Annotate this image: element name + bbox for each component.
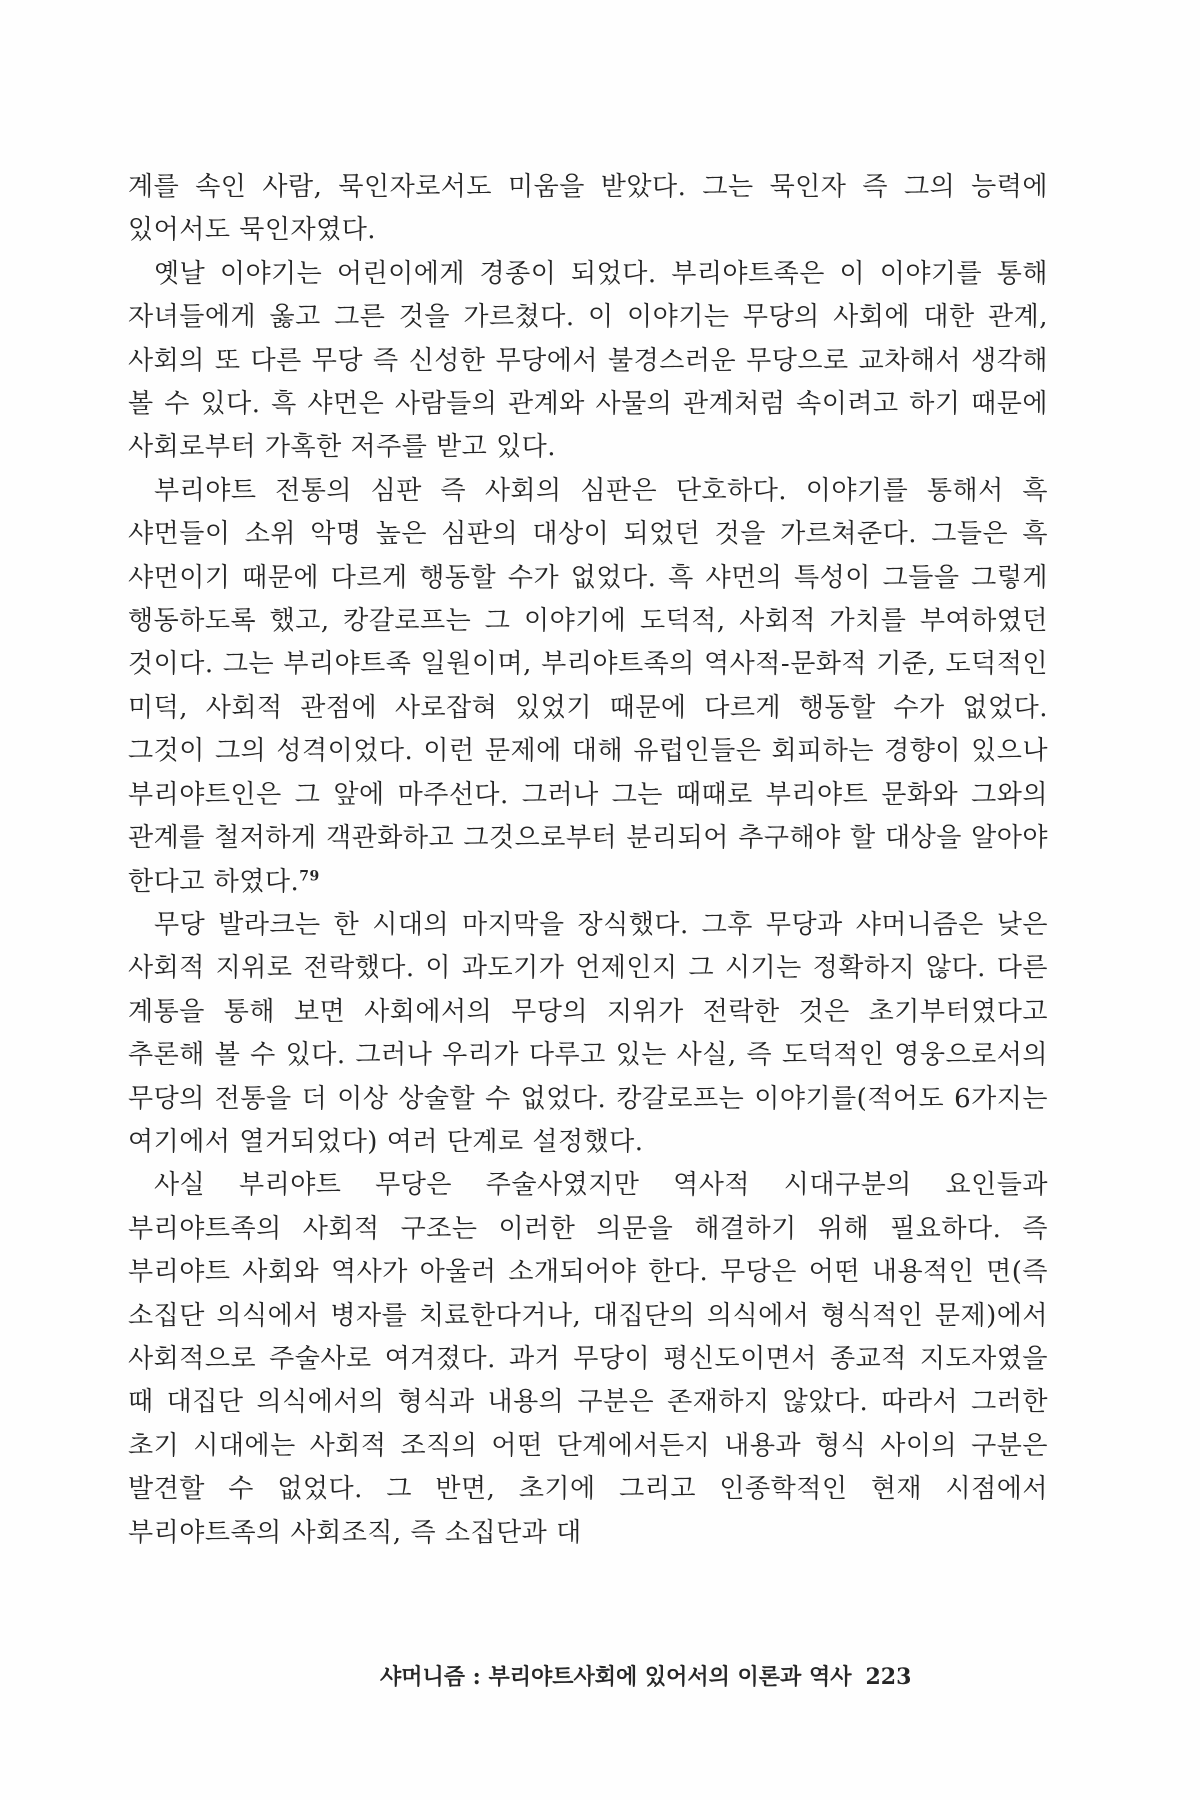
page-number: 223 [865,1664,912,1690]
paragraph-3-text: 부리야트 전통의 심판 즉 사회의 심판은 단호하다. 이야기를 통해서 흑 샤먼들이 소위 악명 높은 심판의 대상이 되었던 것을 가르쳐준다. 그들은 흑 샤먼이기 때문에 다르게 행동할 수가 없었다. 흑 샤먼의 특성이 그들을 그렇게 행동하도록 했고, 캉갈로프는 그 이야기에 도덕적, 사회적 가치를 부여하였던 것이다. 그는 부리야트족 일원이며, 부리야트족의 역사적-문화적 기준, 도덕적인 미덕, 사회적 관점에 사로잡혀 있었기 때문에 다르게 행동할 수가 없었다. 그것이 그의 성격이었다. 이런 문제에 대해 유럽인들은 회피하는 경향이 있으나 부리야트인은 그 앞에 마주선다. 그러나 그는 때때로 부리야트 문화와 그와의 관계를 철저하게 객관화하고 그것으로부터 분리되어 추구해야 할 대상을 알아야 한다고 하였다. [128,475,1048,897]
body-text [128,166,1048,1555]
footnote-marker: 79 [299,867,320,884]
paragraph-3 [128,470,1048,904]
paragraph-5: 사실 부리야트 무당은 주술사였지만 역사적 시대구분의 요인들과 부리야트족의 사회적 구조는 이러한 의문을 해결하기 위해 필요하다. 즉 부리야트 사회와 역사가 아울러 소개되어야 한다. 무당은 어떤 내용적인 면(즉 소집단 의식에서 병자를 치료한다거나, 대집단의 의식에서 형식적인 문제)에서 사회적으로 주술사로 여겨졌다. 과거 무당이 평신도이면서 종교적 지도자였을 때 대집단 의식에서의 형식과 내용의 구분은 존재하지 않았다. 따라서 그러한 초기 시대에는 사회적 조직의 어떤 단계에서든지 내용과 형식 사이의 구분은 발견할 수 없었다. 그 반면, 초기에 그리고 인종학적인 현재 시점에서 부리야트족의 사회조직, 즉 소집단과 대 [128,1170,1048,1548]
paragraph-2: 옛날 이야기는 어린이에게 경종이 되었다. 부리야트족은 이 이야기를 통해 자녀들에게 옳고 그른 것을 가르쳤다. 이 이야기는 무당의 사회에 대한 관계, 사회의 또 다른 무당 즉 신성한 무당에서 불경스러운 무당으로 교차해서 생각해 볼 수 있다. 흑 샤먼은 사람들의 관계와 사물의 관계처럼 속이려고 하기 때문에 사회로부터 가혹한 저주를 받고 있다. [128,258,1048,463]
paragraph-4: 무당 발라크는 한 시대의 마지막을 장식했다. 그후 무당과 샤머니즘은 낮은 사회적 지위로 전락했다. 이 과도기가 언제인지 그 시기는 정확하지 않다. 다른 계통을 통해 보면 사회에서의 무당의 지위가 전락한 것은 초기부터였다고 추론해 볼 수 있다. 그러나 우리가 다루고 있는 사실, 즉 도덕적인 영웅으로서의 무당의 전통을 더 이상 상술할 수 없었다. 캉갈로프는 이야기를(적어도 6가지는 여기에서 열거되었다) 여러 단계로 설정했다. [128,909,1048,1157]
page-footer [380,1660,1020,1691]
running-title: 샤머니즘 : 부리야트사회에 있어서의 이론과 역사 [380,1664,852,1690]
paragraph-1: 계를 속인 사람, 묵인자로서도 미움을 받았다. 그는 묵인자 즉 그의 능력에 있어서도 묵인자였다. [128,172,1048,246]
